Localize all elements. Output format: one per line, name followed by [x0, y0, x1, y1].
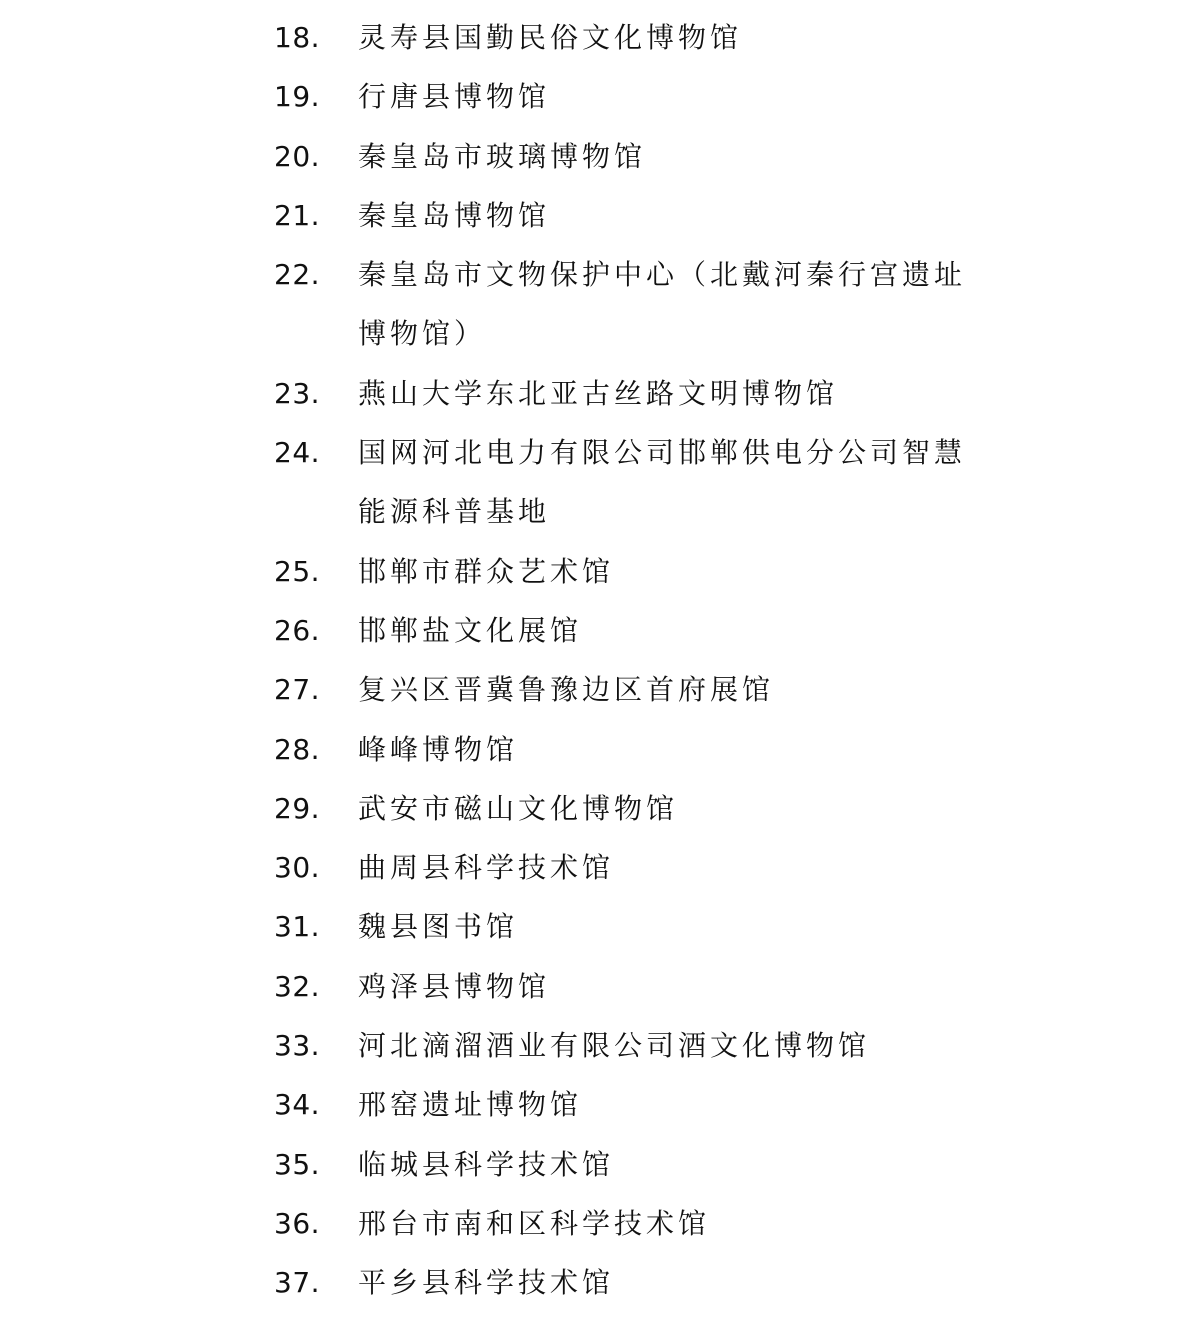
item-name: 行唐县博物馆 — [358, 80, 551, 114]
item-name: 复兴区晋冀鲁豫边区首府展馆 — [358, 673, 775, 707]
list-item — [274, 364, 994, 423]
item-number: 30. — [274, 851, 321, 885]
item-name: 灵寿县国勤民俗文化博物馆 — [358, 21, 743, 54]
item-number: 25. — [274, 554, 321, 588]
item-number: 24. — [274, 436, 321, 470]
list-item — [274, 245, 994, 364]
list-item — [274, 1194, 994, 1253]
item-name: 曲周县科学技术馆 — [358, 851, 615, 885]
item-number: 29. — [274, 791, 321, 825]
item-number: 28. — [274, 732, 321, 766]
list-item — [274, 897, 994, 956]
item-name: 秦皇岛市玻璃博物馆 — [358, 139, 647, 173]
item-name: 魏县图书馆 — [358, 910, 519, 944]
item-name: 鸡泽县博物馆 — [358, 969, 551, 1003]
list-item — [274, 720, 994, 779]
list-item — [274, 1016, 994, 1075]
item-name: 峰峰博物馆 — [358, 732, 519, 766]
item-number: 35. — [274, 1147, 321, 1181]
item-name: 临城县科学技术馆 — [358, 1147, 615, 1181]
item-number: 37. — [274, 1266, 321, 1300]
item-number: 20. — [274, 139, 321, 173]
list-item — [274, 423, 994, 542]
list-item — [274, 660, 994, 719]
list-item — [274, 1253, 994, 1312]
item-name: 国网河北电力有限公司邯郸供电分公司智慧能源科普基地 — [358, 436, 967, 529]
item-number: 34. — [274, 1088, 321, 1122]
item-name: 燕山大学东北亚古丝路文明博物馆 — [358, 376, 839, 410]
item-name: 平乡县科学技术馆 — [358, 1266, 615, 1300]
list-item — [274, 1075, 994, 1134]
item-name: 秦皇岛市文物保护中心（北戴河秦行宫遗址博物馆） — [358, 258, 967, 351]
item-number: 36. — [274, 1206, 321, 1240]
item-name: 邢台市南和区科学技术馆 — [358, 1206, 711, 1240]
item-number: 33. — [274, 1029, 321, 1063]
item-name: 秦皇岛博物馆 — [358, 198, 551, 232]
list-item — [274, 186, 994, 245]
item-number: 23. — [274, 376, 321, 410]
item-name: 邯郸盐文化展馆 — [358, 613, 583, 647]
item-number: 19. — [274, 80, 321, 114]
item-name: 邢窑遗址博物馆 — [358, 1088, 583, 1122]
list-item — [274, 601, 994, 660]
list-item — [274, 838, 994, 897]
list-item — [274, 127, 994, 186]
item-number: 27. — [274, 673, 321, 707]
museum-list — [274, 8, 994, 1313]
item-number: 32. — [274, 969, 321, 1003]
item-number: 21. — [274, 198, 321, 232]
list-item — [274, 67, 994, 126]
list-item — [274, 779, 994, 838]
item-number: 26. — [274, 613, 321, 647]
item-number: 22. — [274, 258, 321, 292]
list-item — [274, 1135, 994, 1194]
item-name: 邯郸市群众艺术馆 — [358, 554, 615, 588]
list-item — [274, 542, 994, 601]
item-name: 武安市磁山文化博物馆 — [358, 791, 679, 825]
item-number: 18. — [274, 21, 321, 54]
list-item — [274, 957, 994, 1016]
item-number: 31. — [274, 910, 321, 944]
list-item — [274, 8, 994, 67]
item-name: 河北滴溜酒业有限公司酒文化博物馆 — [358, 1029, 871, 1063]
